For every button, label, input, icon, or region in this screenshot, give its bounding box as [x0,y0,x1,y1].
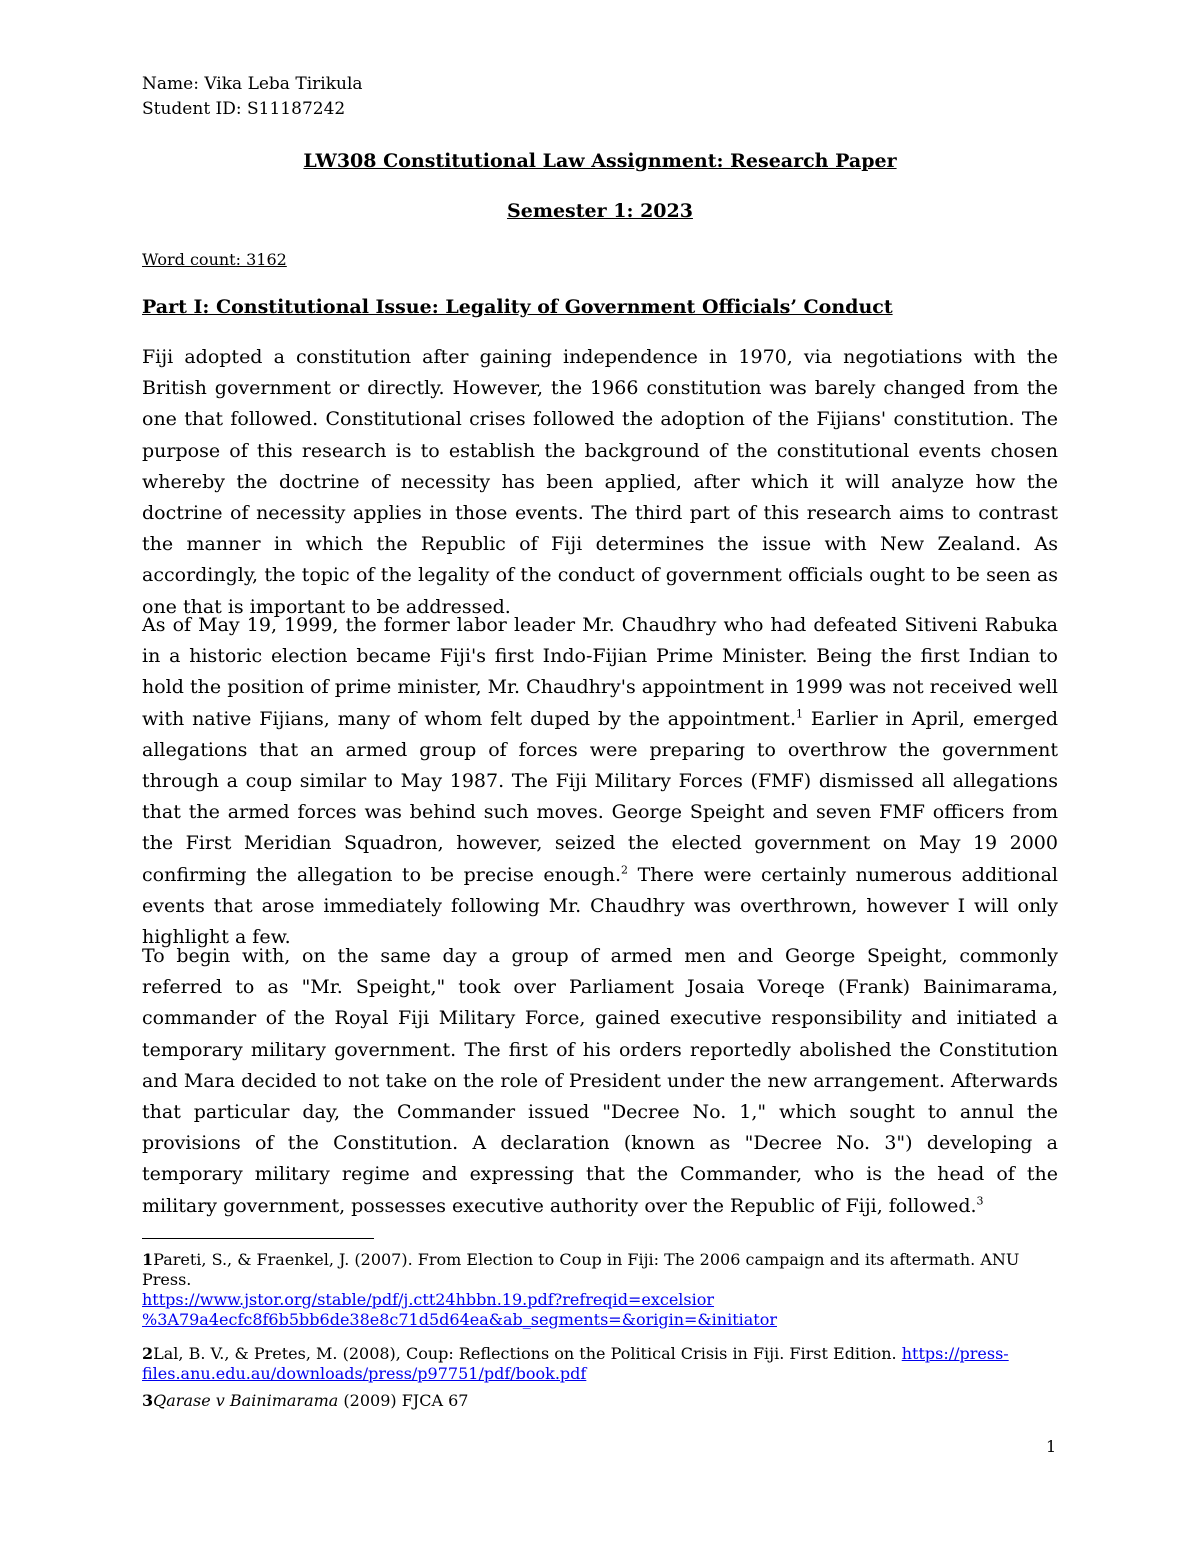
paragraph-2-text-b: Earlier in April, emerged allegations that an armed group of forces were preparing to overthrow the government through a coup similar to May 1987. The Fiji Military Forces (FMF) dismissed all allegations that the armed forces was behind such moves. George Speight and seven FMF officers from the First Meridian Squadron, however, seized the elected government on May 19 2000 confirming the allegation to be precise enough. [142,707,1058,886]
footnote-3-case-name: Qarase v Bainimarama [153,1391,339,1410]
footnote-ref-2[interactable]: 2 [621,863,628,877]
footnote-2-number: 2 [142,1344,154,1363]
word-count: Word count: 3162 [142,250,287,269]
paragraph-2-text-a: As of May 19, 1999, the former labor leader Mr. Chaudhry who had defeated Sitiveni Rabuka in a historic election became Fiji's first Indo-Fijian Prime Minister. Being the first Indian to hold the position of prime minister, Mr. Chaudhry's appointment in 1999 was not received well with native Fijians, many of whom felt duped by the appointment. [142,614,1058,730]
footnote-1-text: Pareti, S., & Fraenkel, J. (2007). From Election to Coup in Fiji: The 2006 campaign and its aftermath. ANU Press. [142,1250,1020,1289]
page-number: 1 [1046,1437,1057,1456]
footnote-3 [142,1391,1058,1411]
section-heading: Part I: Constitutional Issue: Legality of Government Officials’ Conduct [142,296,893,318]
footnote-separator [142,1238,374,1239]
footnote-1-number: 1 [142,1250,154,1269]
footnote-1 [142,1250,1058,1330]
document-title: LW308 Constitutional Law Assignment: Research Paper [303,150,897,172]
paragraph-2-text-c: There were certainly numerous additional events that arose immediately following Mr. Chaudhry was overthrown, however I will only highlight a few. [142,863,1058,949]
footnote-2 [142,1344,1058,1384]
footnote-1-link[interactable]: https://www.jstor.org/stable/pdf/j.ctt24hbbn.19.pdf?refreqid=excelsior %3A79a4ecfc8f6b5bb6de38e8c71d5d64ea&ab_segments=&origin=&initiator [142,1290,777,1329]
footnote-3-citation: (2009) FJCA 67 [338,1391,469,1410]
footnote-3-number: 3 [142,1391,154,1410]
paragraph-3 [142,941,1058,1222]
paragraph-2 [142,610,1058,953]
footnote-ref-3[interactable]: 3 [976,1194,984,1208]
student-id: Student ID: S11187242 [142,99,346,119]
paragraph-1: Fiji adopted a constitution after gaining independence in 1970, via negotiations with the British government or directly. However, the 1966 constitution was barely changed from the one that followed. Constitutional crises followed the adoption of the Fijians' constitution. The purpose of this research is to establish the background of the constitutional events chosen whereby the doctrine of necessity has been applied, after which it will analyze how the doctrine of necessity applies in those events. The third part of this research aims to contrast the manner in which the Republic of Fiji determines the issue with New Zealand. As accordingly, the topic of the legality of the conduct of government officials ought to be seen as one that is important to be addressed. [142,346,1058,618]
paragraph-3-text: To begin with, on the same day a group of armed men and George Speight, commonly referred to as "Mr. Speight," took over Parliament Josaia Voreqe (Frank) Bainimarama, commander of the Royal Fiji Military Force, gained executive responsibility and initiated a temporary military government. The first of his orders reportedly abolished the Constitution and Mara decided to not take on the role of President under the new arrangement. Afterwards that particular day, the Commander issued "Decree No. 1," which sought to annul the provisions of the Constitution. A declaration (known as "Decree No. 3") developing a temporary military regime and expressing that the Commander, who is the head of the military government, possesses executive authority over the Republic of Fiji, followed. [142,945,1058,1217]
footnote-ref-1[interactable]: 1 [795,707,803,721]
footnote-2-text: Lal, B. V., & Pretes, M. (2008), Coup: Reflections on the Political Crisis in Fiji. First Edition. [153,1344,902,1363]
semester-heading: Semester 1: 2023 [507,200,693,222]
footnote-2-link[interactable]: https://press- files.anu.edu.au/downloads/press/p97751/pdf/book.pdf [142,1344,1009,1383]
student-name: Name: Vika Leba Tirikula [142,74,363,94]
